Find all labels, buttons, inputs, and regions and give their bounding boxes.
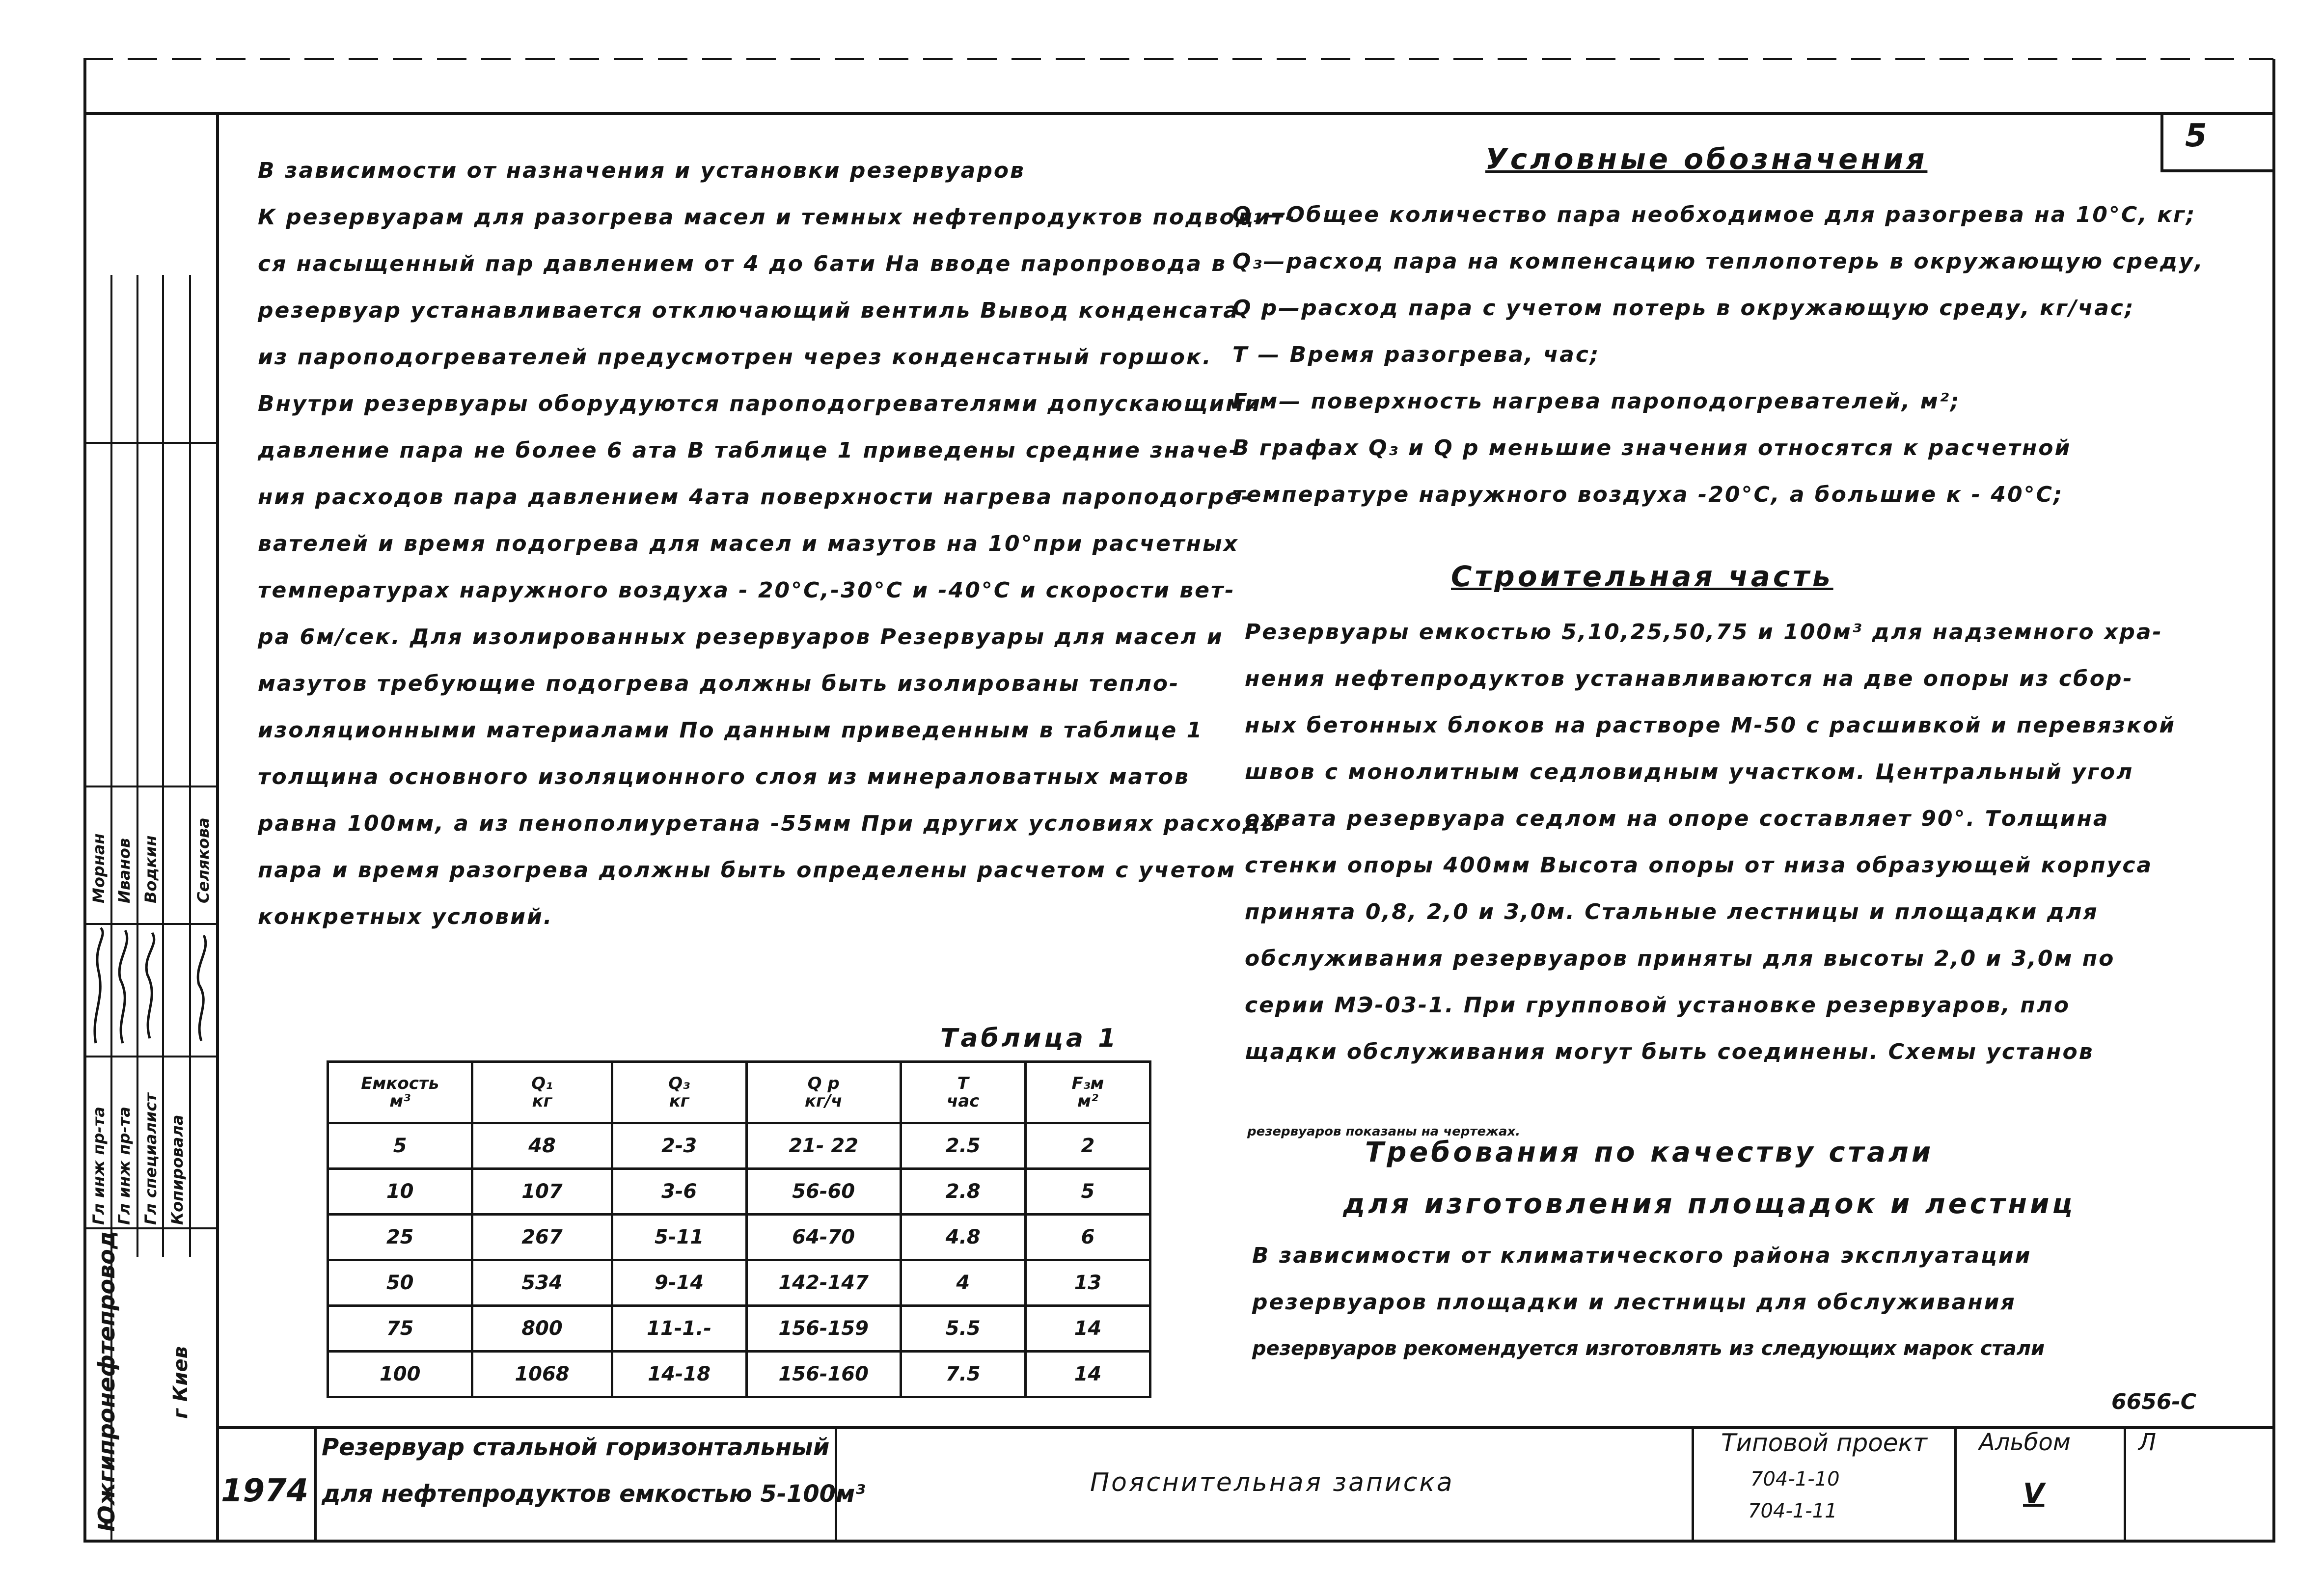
text-line: ра 6м/сек. Для изолированных резервуаров Резервуары для масел и: [258, 624, 1224, 650]
text-line: серии МЭ-03-1. При групповой установке резервуаров, пло: [1245, 993, 2071, 1018]
text-line: ся насыщенный пар давлением от 4 до 6ати На вводе паропровода в: [258, 251, 1227, 276]
text-line: температуре наружного воздуха -20°С, а большие к - 40°С;: [1232, 482, 2064, 507]
table-cell: 4: [901, 1260, 1025, 1306]
stamp-col-line: [137, 275, 138, 1257]
frame-bottom: [83, 1540, 2275, 1543]
text-line: В зависимости от климатического района эксплуатации: [1252, 1243, 2032, 1268]
table-cell: 14-18: [612, 1352, 746, 1397]
text-line: ния расходов пара давлением 4ата поверхности нагрева пароподогре-: [258, 485, 1252, 510]
header-cell: [901, 1062, 1025, 1123]
stamp-row-line: [83, 1056, 217, 1057]
construction-text: [1245, 609, 2176, 1075]
text-line: температурах наружного воздуха - 20°С,-30°С и -40°С и скорости вет-: [258, 578, 1235, 603]
signature-stroke: [146, 933, 154, 1038]
table-cell: 156-160: [746, 1352, 901, 1397]
table-header-row: [328, 1062, 1150, 1123]
header-unit: м³: [389, 1091, 411, 1111]
legend-heading: Условные обозначения: [1485, 142, 1928, 176]
text-line: Q₃—расход пара на компенсацию теплопотерь в окружающую среду,: [1232, 249, 2204, 274]
text-line: резервуар устанавливается отключающий вентиль Вывод конденсата: [258, 298, 1239, 323]
project-code-1: 704-1-10: [1750, 1468, 1840, 1491]
frame-top-dashed: [83, 58, 2273, 60]
table-row: [328, 1169, 1150, 1215]
text-line: щадки обслуживания могут быть соединены. Схемы установ: [1245, 1039, 2094, 1064]
table-row: [328, 1123, 1150, 1169]
table-cell: 5: [1025, 1169, 1150, 1215]
organization-city: г Киев: [169, 1346, 192, 1419]
table-cell: 14: [1025, 1306, 1150, 1352]
table-cell: 5-11: [612, 1215, 746, 1260]
tb-divider: [2124, 1426, 2126, 1542]
stamp-row-line: [83, 442, 217, 444]
header-unit: м²: [1077, 1091, 1098, 1111]
table-cell: 107: [472, 1169, 612, 1215]
table-cell: 48: [472, 1123, 612, 1169]
stamp-role: Гл специалист: [141, 1093, 160, 1225]
text-line: T — Время разогрева, час;: [1232, 342, 1600, 367]
table-caption: Таблица 1: [940, 1024, 1119, 1053]
table-cell: 5.5: [901, 1306, 1025, 1352]
table-cell: 9-14: [612, 1260, 746, 1306]
header-label: Емкость: [361, 1074, 439, 1093]
legend-text: [1232, 191, 2204, 518]
table-cell: 56-60: [746, 1169, 901, 1215]
header-cell: [1025, 1062, 1150, 1123]
text-line: Q р—расход пара с учетом потерь в окружающую среду, кг/час;: [1232, 296, 2135, 321]
page-number: 5: [2185, 118, 2207, 154]
table-cell: 142-147: [746, 1260, 901, 1306]
header-label: T: [957, 1074, 969, 1093]
page-number-box-bottom: [2160, 169, 2274, 172]
text-line: конкретных условий.: [258, 904, 553, 929]
table-cell: 5: [328, 1123, 472, 1169]
stamp-row-line: [83, 923, 217, 925]
header-cell: [612, 1062, 746, 1123]
text-line: охвата резервуара седлом на опоре составляет 90°. Толщина: [1245, 806, 2109, 831]
stamp-name: Водкин: [141, 835, 160, 903]
organization-name: Южгипронефтепровод: [93, 1230, 120, 1532]
table-cell: 3-6: [612, 1169, 746, 1215]
object-title-line-2: для нефтепродуктов емкостью 5-100м³: [322, 1480, 866, 1508]
sheet-label: Л: [2138, 1429, 2157, 1456]
table-row: [328, 1215, 1150, 1260]
header-unit: кг/ч: [804, 1091, 843, 1111]
table-cell: 2-3: [612, 1123, 746, 1169]
text-line: толщина основного изоляционного слоя из минераловатных матов: [258, 764, 1190, 789]
text-line: Резервуары емкостью 5,10,25,50,75 и 100м³ для надземного хра-: [1245, 620, 2163, 645]
tb-divider: [1954, 1426, 1957, 1542]
table-cell: 156-159: [746, 1306, 901, 1352]
header-cell: [746, 1062, 901, 1123]
frame-left: [83, 59, 86, 1542]
stamp-row-line: [83, 786, 217, 787]
text-line: К резервуарам для разогрева масел и темных нефтепродуктов подводит-: [258, 205, 1296, 230]
signatures: [86, 925, 219, 1053]
table-cell: 1068: [472, 1352, 612, 1397]
header-label: Q₃: [668, 1074, 690, 1093]
tb-divider: [1692, 1426, 1694, 1542]
text-line: из пароподогревателей предусмотрен через конденсатный горшок.: [258, 345, 1212, 370]
table-cell: 6: [1025, 1215, 1150, 1260]
text-line: вателей и время подогрева для масел и мазутов на 10°при расчетных: [258, 531, 1239, 556]
page-number-box-left: [2160, 112, 2163, 171]
text-line: Q₁—Общее количество пара необходимое для разогрева на 10°С, кг;: [1232, 202, 2196, 227]
stamp-col-line: [162, 275, 164, 1257]
stamp-col-line: [189, 275, 191, 1257]
table-cell: 11-1.-: [612, 1306, 746, 1352]
table-cell: 267: [472, 1215, 612, 1260]
table-cell: 21- 22: [746, 1123, 901, 1169]
text-line: равна 100мм, а из пенополиуретана -55мм При других условиях расходы: [258, 811, 1283, 836]
table-cell: 25: [328, 1215, 472, 1260]
text-line: стенки опоры 400мм Высота опоры от низа образующей корпуса: [1245, 853, 2153, 878]
header-unit: кг: [669, 1091, 689, 1111]
table-cell: 2: [1025, 1123, 1150, 1169]
table-cell: 13: [1025, 1260, 1150, 1306]
album-label: Альбом: [1979, 1429, 2071, 1456]
table-cell: 14: [1025, 1352, 1150, 1397]
text-line: пара и время разогрева должны быть определены расчетом с учетом: [258, 858, 1236, 883]
header-unit: час: [947, 1091, 980, 1111]
text-line: ных бетонных блоков на растворе М-50 с расшивкой и перевязкой: [1245, 713, 2176, 738]
object-title-line-1: Резервуар стальной горизонтальный: [322, 1434, 830, 1461]
frame-inner-left: [216, 112, 219, 1542]
table-cell: 75: [328, 1306, 472, 1352]
table-row: [328, 1306, 1150, 1352]
table-cell: 50: [328, 1260, 472, 1306]
table-1: [327, 1060, 1151, 1398]
table-cell: 64-70: [746, 1215, 901, 1260]
steel-heading-1: Требования по качеству стали: [1365, 1137, 1934, 1168]
stamp-name: Селякова: [194, 817, 213, 903]
stamp-name: Иванов: [115, 838, 134, 903]
header-unit: кг: [532, 1091, 552, 1111]
album-number: V: [2023, 1478, 2045, 1510]
year: 1974: [221, 1473, 309, 1509]
table-cell: 10: [328, 1169, 472, 1215]
text-line: принята 0,8, 2,0 и 3,0м. Стальные лестницы и площадки для: [1245, 899, 2099, 924]
text-line: F₃м— поверхность нагрева пароподогревателей, м²;: [1232, 389, 1961, 414]
header-cell: [328, 1062, 472, 1123]
text-line: нения нефтепродуктов устанавливаются на две опоры из сбор-: [1245, 666, 2133, 691]
table-row: [328, 1352, 1150, 1397]
text-line: В графах Q₃ и Q р меньшие значения относятся к расчетной: [1232, 435, 2072, 461]
text-line: В зависимости от назначения и установки резервуаров: [258, 158, 1025, 183]
construction-note: резервуаров показаны на чертежах.: [1247, 1124, 1521, 1139]
table-cell: 4.8: [901, 1215, 1025, 1260]
header-cell: [472, 1062, 612, 1123]
text-line: изоляционными материалами По данным приведенным в таблице 1: [258, 718, 1203, 743]
steel-text: [1252, 1232, 2045, 1372]
stamp-role: Копировала: [168, 1114, 187, 1225]
frame-right: [2272, 59, 2275, 1542]
stamp-role: Гл инж пр-та: [115, 1107, 134, 1225]
table-cell: 2.5: [901, 1123, 1025, 1169]
project-code-2: 704-1-11: [1748, 1500, 1837, 1522]
signature-stroke: [95, 928, 103, 1043]
table-cell: 7.5: [901, 1352, 1025, 1397]
text-line: давление пара не более 6 ата В таблице 1 приведены средние значе-: [258, 438, 1240, 463]
stamp-role: Гл инж пр-та: [89, 1107, 108, 1225]
table-cell: 534: [472, 1260, 612, 1306]
text-line: швов с монолитным седловидным участком. Центральный угол: [1245, 759, 2134, 785]
text-line: обслуживания резервуаров приняты для высоты 2,0 и 3,0м по: [1245, 946, 2115, 971]
header-label: Q р: [807, 1074, 840, 1093]
signature-stroke: [198, 935, 206, 1041]
text-line: резервуаров площадки и лестницы для обслуживания: [1252, 1290, 2016, 1315]
text-line: мазутов требующие подогрева должны быть изолированы тепло-: [258, 671, 1180, 696]
stamp-name: Морнан: [89, 833, 108, 903]
header-label: F₃м: [1071, 1074, 1104, 1093]
signature-stroke: [119, 930, 127, 1043]
table-cell: 800: [472, 1306, 612, 1352]
text-line: резервуаров рекомендуется изготовлять из следующих марок стали: [1252, 1337, 2045, 1360]
frame-top: [83, 112, 2273, 115]
tb-divider: [314, 1426, 317, 1542]
table-cell: 100: [328, 1352, 472, 1397]
table-cell: 2.8: [901, 1169, 1025, 1215]
table-row: [328, 1260, 1150, 1306]
title-block-top: [216, 1426, 2274, 1429]
header-label: Q₁: [531, 1074, 553, 1093]
document-title: Пояснительная записка: [1090, 1468, 1454, 1497]
project-label: Типовой проект: [1721, 1429, 1927, 1457]
text-line: Внутри резервуары оборудуются пароподогревателями допускающими: [258, 391, 1261, 416]
steel-heading-2: для изготовления площадок и лестниц: [1343, 1188, 2076, 1220]
construction-heading: Строительная часть: [1451, 560, 1833, 593]
stamp-row-line: [83, 1227, 217, 1229]
left-column-text: [258, 147, 1296, 940]
sheet-code: 6656-С: [2111, 1389, 2197, 1414]
